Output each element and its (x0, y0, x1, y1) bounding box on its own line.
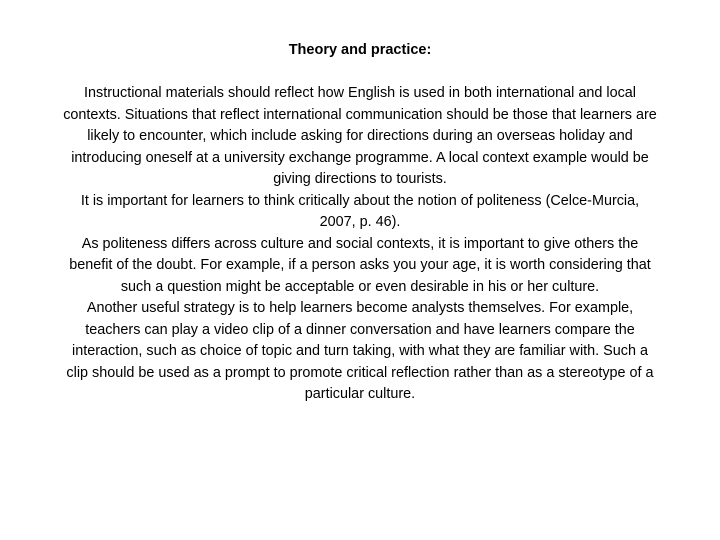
slide-title: Theory and practice: (288, 42, 432, 58)
paragraph-analysts: Another useful strategy is to help learners become analysts themselves. For example, teachers can play a video clip of a dinner conversation and have learners compare the interaction, such as choice of topic and turn taking, with what they are familiar with. Such a clip should be used as a prompt to promote critical reflection rather than as a stereotype of a particular culture. (66, 300, 654, 402)
slide-body (62, 83, 658, 406)
paragraph-politeness: It is important for learners to think critically about the notion of politeness (Celce-Murcia, 2007, p. 46). (80, 192, 640, 230)
paragraph-benefit-of-doubt: As politeness differs across culture and social contexts, it is important to give others the benefit of the doubt. For example, if a person asks you your age, it is worth considering that such a question might be acceptable or even desirable in his or her culture. (69, 235, 651, 295)
paragraph-materials: Instructional materials should reflect how English is used in both international and local contexts. Situations that reflect international communication should be those that learners are likely to encounter, which include asking for directions during an overseas holiday and introducing oneself at a university exchange programme. A local context example would be giving directions to tourists. (63, 85, 657, 187)
